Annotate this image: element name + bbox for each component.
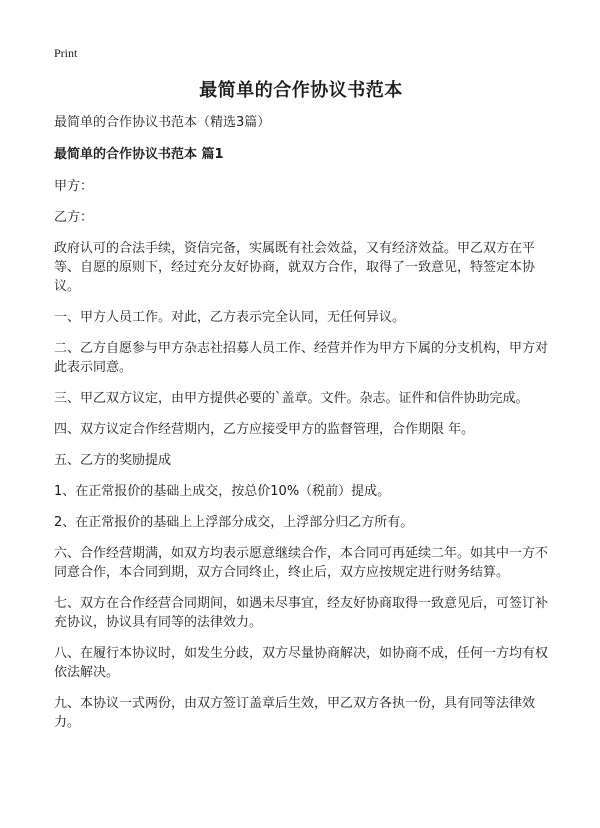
print-label: Print <box>54 46 78 60</box>
document-title: 最简单的合作协议书范本 <box>199 80 403 101</box>
party-b-line: 乙方： <box>54 210 94 225</box>
clause-3: 三、甲乙双方议定，由甲方提供必要的`盖章。文件。杂志。证件和信件协助完成。 <box>54 391 529 406</box>
clause-8: 八、在履行本协议时，如发生分歧，双方尽量协商解决，如协商不成，任何一方均有权依法解决。 <box>54 646 549 680</box>
clause-6: 六、合作经营期满，如双方均表示愿意继续合作，本合同可再延续二年。如其中一方不同意合作，本合同到期，双方合同终止，终止后，双方应按规定进行财务结算。 <box>54 546 549 580</box>
clause-5-heading: 五、乙方的奖励提成 <box>54 453 172 468</box>
clause-9: 九、本协议一式两份，由双方签订盖章后生效，甲乙双方各执一份，具有同等法律效力。 <box>54 696 536 730</box>
preamble-paragraph: 政府认可的合法手续，资信完备，实属既有社会效益，又有经济效益。甲乙双方在平等、自愿的原则下，经过充分友好协商，就双方合作，取得了一致意见，特签定本协议。 <box>54 241 536 294</box>
document-subtitle: 最简单的合作协议书范本（精选3篇） <box>54 115 271 130</box>
clause-1: 一、甲方人员工作。对此，乙方表示完全认同，无任何异议。 <box>54 310 406 325</box>
clause-5-item-1: 1、在正常报价的基础上成交，按总价10%（税前）提成。 <box>54 484 391 499</box>
section-heading: 最简单的合作协议书范本 篇1 <box>54 147 224 162</box>
clause-7: 七、双方在合作经营合同期间，如遇未尽事宜，经友好协商取得一致意见后，可签订补充协议，协议具有同等的法律效力。 <box>54 596 549 630</box>
party-a-line: 甲方： <box>54 179 94 194</box>
clause-2: 二、乙方自愿参与甲方杂志社招募人员工作、经营并作为甲方下属的分支机构，甲方对此表示同意。 <box>54 341 549 375</box>
clause-4: 四、双方议定合作经营期内，乙方应接受甲方的监督管理，合作期限 年。 <box>54 422 475 437</box>
clause-5-item-2: 2、在正常报价的基础上上浮部分成交，上浮部分归乙方所有。 <box>54 515 414 530</box>
